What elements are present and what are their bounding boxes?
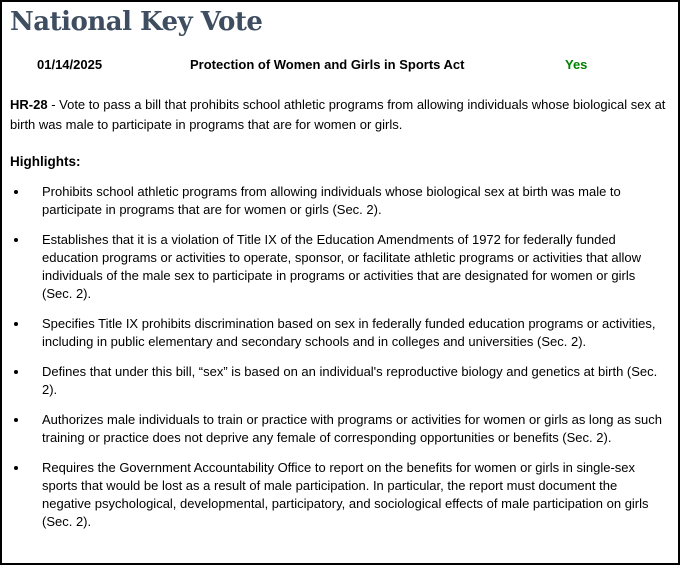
vote-date: 01/14/2025 xyxy=(37,57,103,72)
highlights-heading: Highlights: xyxy=(10,154,81,169)
vote-value-badge: Yes xyxy=(565,57,588,72)
highlight-item: • Authorizes male individuals to train or practice with programs or activities for women or girls as long as such training or practice does not deprive any female of corresponding opportunities or benefits (Sec. 2). xyxy=(29,411,666,447)
highlight-item: • Specifies Title IX prohibits discrimination based on sex in federally funded education programs or activities, including in public elementary and secondary schools and in colleges and universities (Sec. 2). xyxy=(29,315,666,351)
bill-summary-text: Vote to pass a bill that prohibits school athletic programs from allowing individuals whose biological sex at birth was male to participate in programs that are for women or girls. xyxy=(10,97,666,132)
highlight-item: • Prohibits school athletic programs from allowing individuals whose biological sex at birth was male to participate in programs that are for women or girls (Sec. 2). xyxy=(29,183,666,219)
highlight-item: • Defines that under this bill, “sex” is based on an individual's reproductive biology and genetics at birth (Sec. 2). xyxy=(29,363,666,399)
highlight-item: • Establishes that it is a violation of Title IX of the Education Amendments of 1972 for federally funded education programs or activities to operate, sponsor, or facilitate athletic programs or activities that allow individuals of the male sex to participate in programs or activities that are designated for women or girls (Sec. 2). xyxy=(29,231,666,303)
page-title: National Key Vote xyxy=(10,7,263,37)
bill-summary-separator: - xyxy=(47,97,60,112)
vote-row xyxy=(2,54,678,75)
highlights-list xyxy=(2,183,666,531)
bill-number: HR-28 xyxy=(10,97,48,112)
bill-summary xyxy=(10,95,668,135)
highlight-item: • Requires the Government Accountability Office to report on the benefits for women or girls in single-sex sports that would be lost as a result of male participation. In particular, the report must document the negative psychological, developmental, participatory, and sociological effects of male participation on girls (Sec. 2). xyxy=(29,459,666,531)
bill-title: Protection of Women and Girls in Sports Act xyxy=(190,57,465,72)
